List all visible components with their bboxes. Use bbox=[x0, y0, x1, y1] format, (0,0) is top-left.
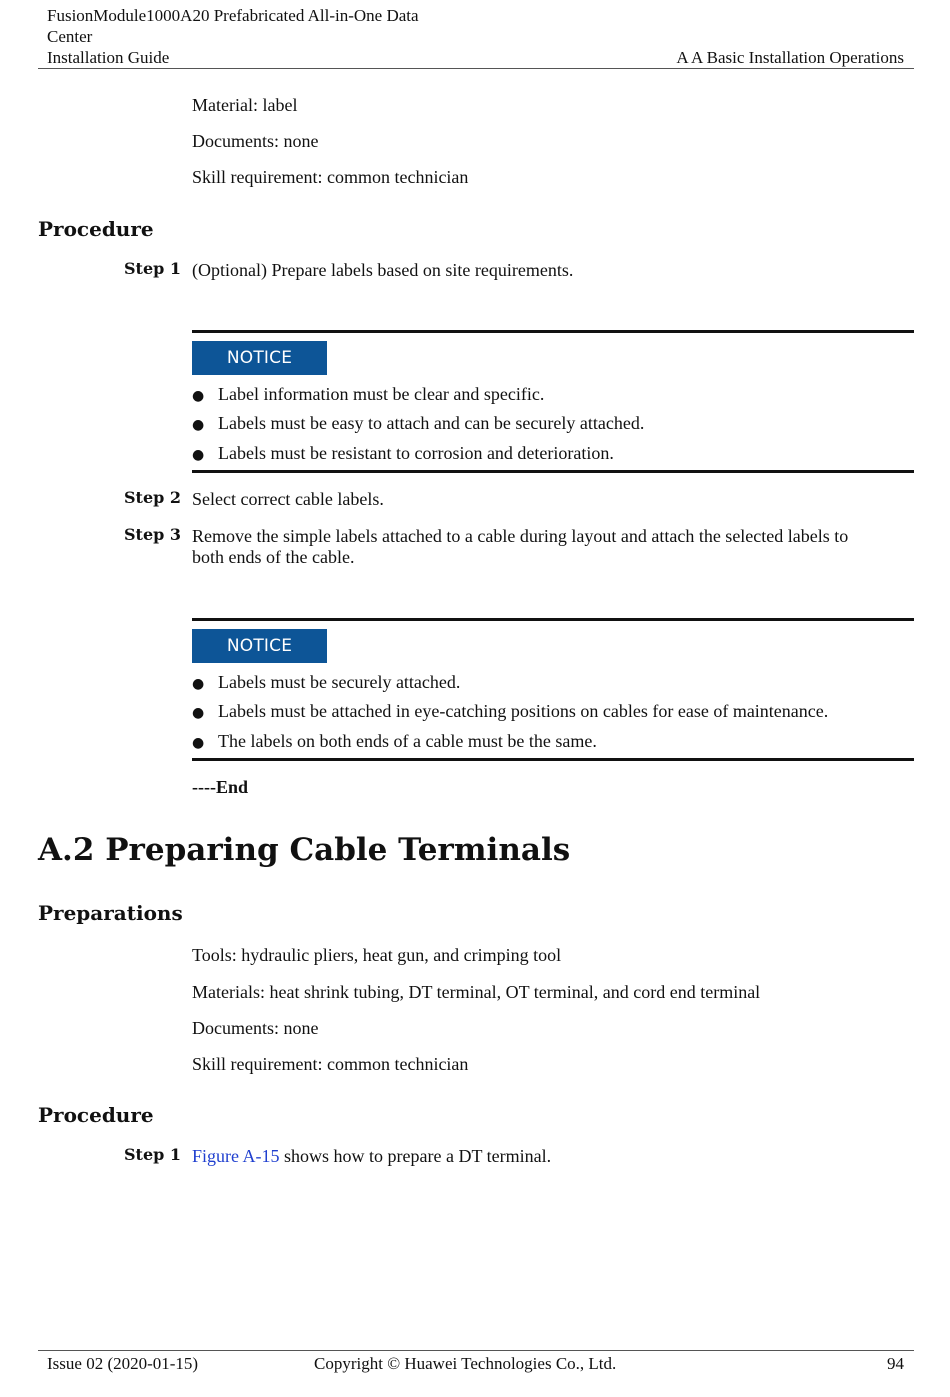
list-item: ● Labels must be easy to attach and can be securely attached. bbox=[192, 412, 644, 436]
step-label: Step 2 bbox=[124, 488, 182, 507]
end-marker: ----End bbox=[192, 777, 249, 797]
footer-issue: Issue 02 (2020-01-15) bbox=[47, 1354, 199, 1373]
footer-divider bbox=[38, 1350, 914, 1351]
step-label: Step 3 bbox=[124, 525, 182, 544]
documents-requirement: Documents: none bbox=[192, 131, 319, 151]
notice-bottom-rule bbox=[192, 758, 914, 761]
step-label: Step 1 bbox=[124, 1145, 182, 1164]
materials-requirement: Materials: heat shrink tubing, DT terminal, OT terminal, and cord end terminal bbox=[192, 982, 761, 1002]
figure-link[interactable]: Figure A-15 bbox=[192, 1146, 280, 1166]
notice-bottom-rule bbox=[192, 470, 914, 473]
header-divider bbox=[38, 68, 914, 69]
bullet-icon: ● bbox=[192, 735, 205, 751]
bullet-icon: ● bbox=[192, 705, 205, 721]
documents-requirement: Documents: none bbox=[192, 1018, 319, 1038]
skill-requirement: Skill requirement: common technician bbox=[192, 1054, 469, 1074]
notice-badge: NOTICE bbox=[192, 629, 327, 663]
notice-top-rule bbox=[192, 330, 914, 333]
list-item: ● Label information must be clear and specific. bbox=[192, 383, 544, 407]
tools-requirement: Tools: hydraulic pliers, heat gun, and crimping tool bbox=[192, 945, 562, 965]
list-item: ● Labels must be securely attached. bbox=[192, 671, 460, 695]
doc-title-line1: FusionModule1000A20 Prefabricated All-in-One Data bbox=[47, 6, 419, 25]
footer-copyright: Copyright © Huawei Technologies Co., Ltd. bbox=[314, 1354, 617, 1373]
list-item: ● The labels on both ends of a cable must be the same. bbox=[192, 730, 597, 754]
doc-subtitle: Installation Guide bbox=[47, 48, 170, 67]
step-text: Select correct cable labels. bbox=[192, 489, 384, 509]
notice-top-rule bbox=[192, 618, 914, 621]
step-text-continued: both ends of the cable. bbox=[192, 547, 355, 567]
doc-title-line2: Center bbox=[47, 27, 93, 46]
notice-badge: NOTICE bbox=[192, 341, 327, 375]
procedure-heading: Procedure bbox=[38, 217, 154, 241]
material-requirement: Material: label bbox=[192, 95, 298, 115]
step-text: (Optional) Prepare labels based on site requirements. bbox=[192, 260, 574, 280]
bullet-icon: ● bbox=[192, 676, 205, 692]
chapter-title: A A Basic Installation Operations bbox=[676, 48, 904, 67]
procedure-heading: Procedure bbox=[38, 1103, 154, 1127]
preparations-heading: Preparations bbox=[38, 901, 183, 925]
bullet-icon: ● bbox=[192, 417, 205, 433]
bullet-icon: ● bbox=[192, 447, 205, 463]
step-text: Remove the simple labels attached to a cable during layout and attach the selected labels to bbox=[192, 526, 849, 546]
step-label: Step 1 bbox=[124, 259, 182, 278]
list-item: ● Labels must be attached in eye-catching positions on cables for ease of maintenance. bbox=[192, 700, 828, 724]
skill-requirement: Skill requirement: common technician bbox=[192, 167, 469, 187]
section-title: A.2 Preparing Cable Terminals bbox=[38, 832, 571, 868]
page-number: 94 bbox=[887, 1354, 904, 1373]
list-item: ● Labels must be resistant to corrosion and deterioration. bbox=[192, 442, 614, 466]
step-text: Figure A-15 shows how to prepare a DT terminal. bbox=[192, 1146, 552, 1166]
bullet-icon: ● bbox=[192, 388, 205, 404]
